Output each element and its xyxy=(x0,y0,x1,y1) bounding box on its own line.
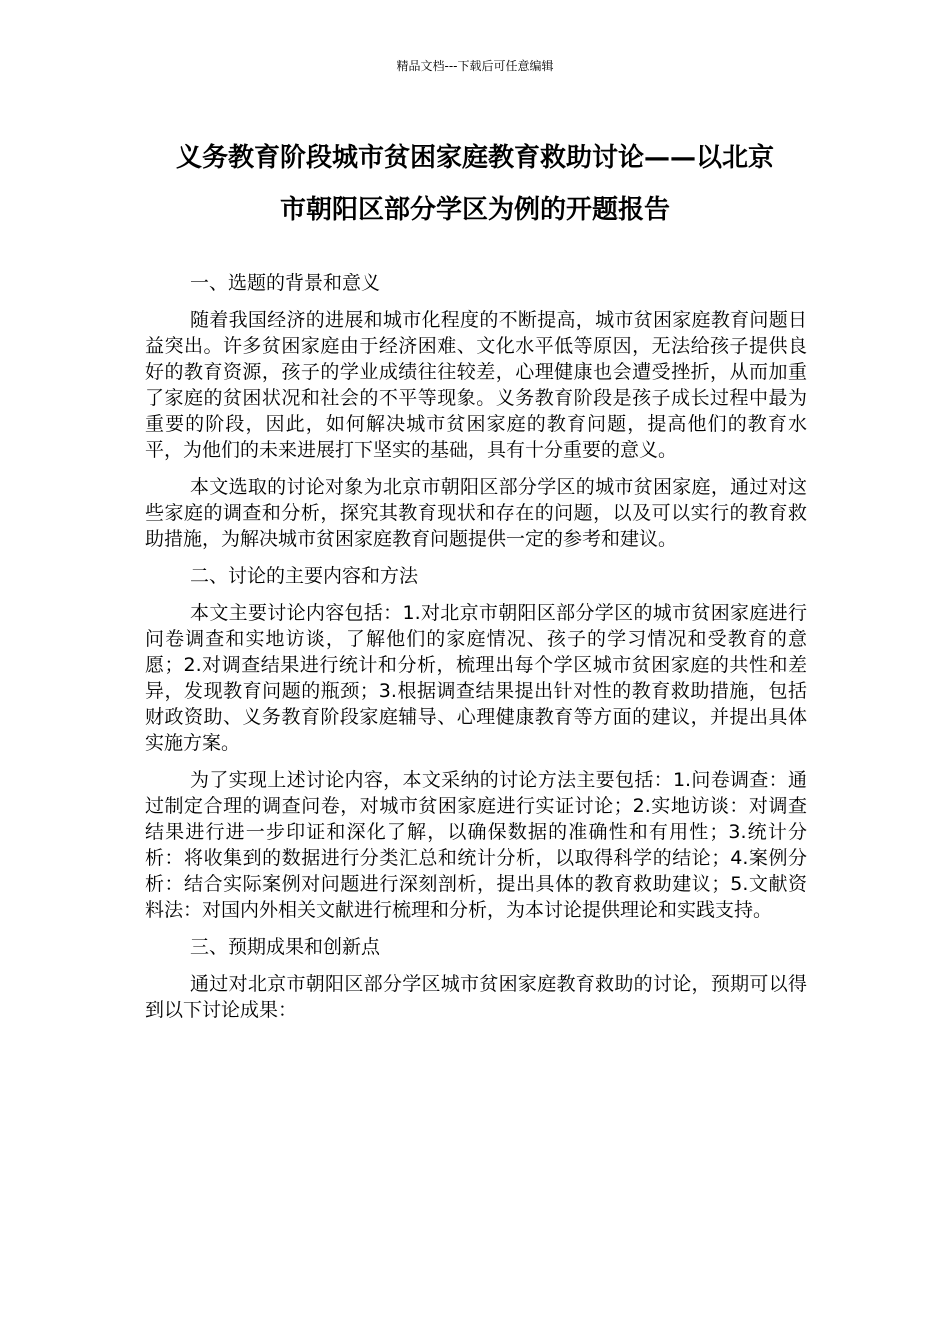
paragraph-background-2: 本文选取的讨论对象为北京市朝阳区部分学区的城市贫困家庭，通过对这些家庭的调查和分析，探究其教育现状和存在的问题，以及可以实行的教育救助措施，为解决城市贫困家庭教育问题提供一定的参考和建议。 xyxy=(145,476,807,550)
document-title xyxy=(128,132,822,236)
paragraph-expected-results: 通过对北京市朝阳区部分学区城市贫困家庭教育救助的讨论，预期可以得到以下讨论成果： xyxy=(145,973,807,1021)
paragraph-methods: 为了实现上述讨论内容，本文采纳的讨论方法主要包括：1.问卷调查：通过制定合理的调查问卷，对城市贫困家庭进行实证讨论；2.实地访谈：对调查结果进行进一步印证和深化了解，以确保数据的准确性和有用性；3.统计分析：将收集到的数据进行分类汇总和统计分析，以取得科学的结论；4.案例分析：结合实际案例对问题进行深刻剖析，提出具体的教育救助建议；5.文献资料法：对国内外相关文献进行梳理和分析，为本讨论提供理论和实践支持。 xyxy=(145,769,807,921)
section-heading-content-methods: 二、讨论的主要内容和方法 xyxy=(190,565,419,587)
paragraph-background-1: 随着我国经济的进展和城市化程度的不断提高，城市贫困家庭教育问题日益突出。许多贫困家庭由于经济困难、文化水平低等原因，无法给孩子提供良好的教育资源，孩子的学业成绩往往较差，心理健康也会遭受挫折，从而加重了家庭的贫困状况和社会的不平等现象。义务教育阶段是孩子成长过程中最为重要的阶段，因此，如何解决城市贫困家庭的教育问题，提高他们的教育水平，为他们的未来进展打下坚实的基础，具有十分重要的意义。 xyxy=(145,309,807,461)
header-note: 精品文档---下载后可任意编辑 xyxy=(396,59,554,73)
title-line-2: 市朝阳区部分学区为例的开题报告 xyxy=(279,195,670,225)
document-body xyxy=(145,270,807,1034)
section-heading-expected-results: 三、预期成果和创新点 xyxy=(190,936,381,958)
section-heading-background: 一、选题的背景和意义 xyxy=(190,272,381,294)
paragraph-content: 本文主要讨论内容包括：1.对北京市朝阳区部分学区的城市贫困家庭进行问卷调查和实地访谈，了解他们的家庭情况、孩子的学习情况和受教育的意愿；2.对调查结果进行统计和分析，梳理出每个学区城市贫困家庭的共性和差异，发现教育问题的瓶颈；3.根据调查结果提出针对性的教育救助措施，包括财政资助、义务教育阶段家庭辅导、心理健康教育等方面的建议，并提出具体实施方案。 xyxy=(145,602,807,754)
title-line-1: 义务教育阶段城市贫困家庭教育救助讨论——以北京 xyxy=(175,143,774,173)
